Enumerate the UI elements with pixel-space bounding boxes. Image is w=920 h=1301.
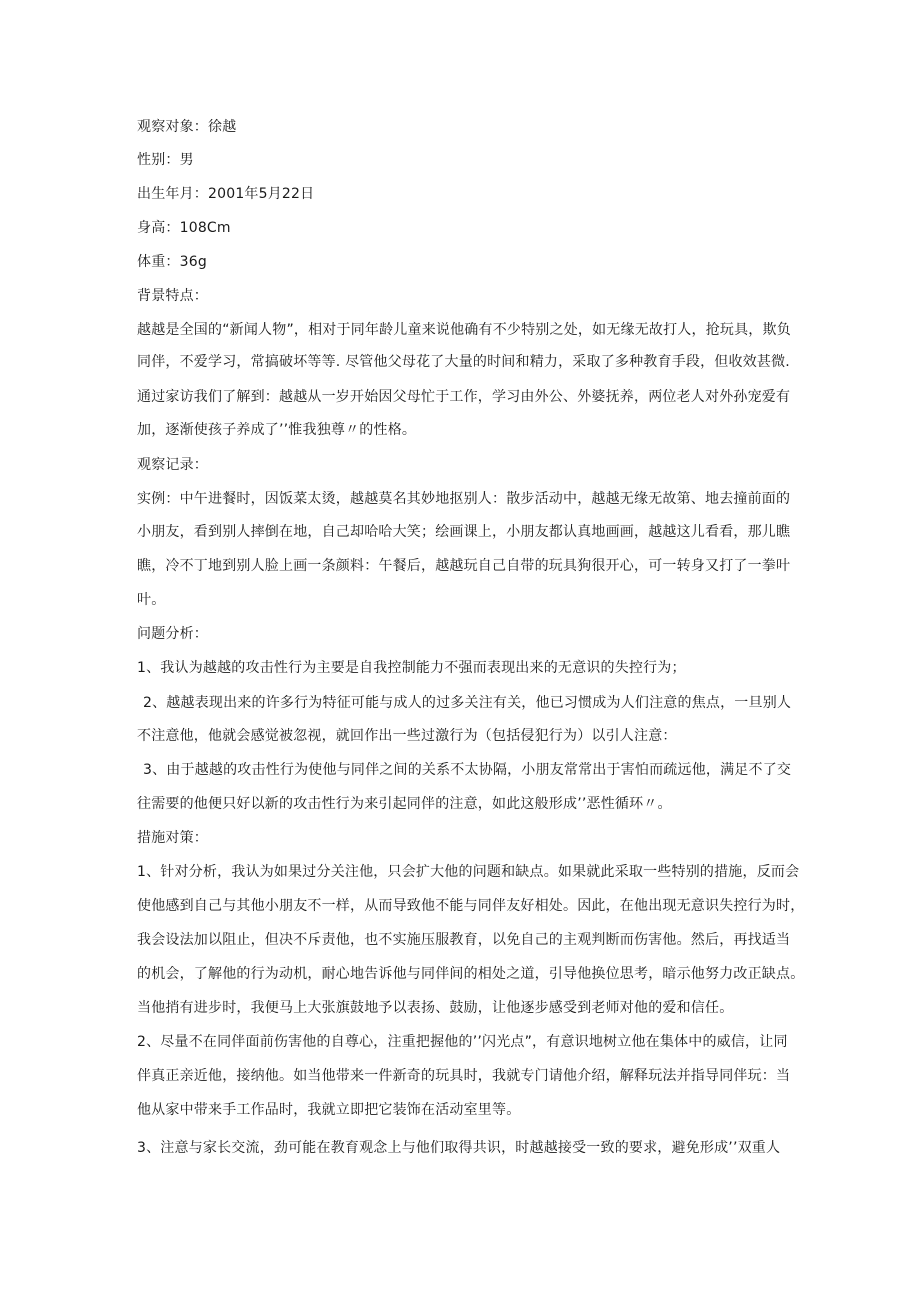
background-text-line: 同伴，不爱学习，常搞破坏等等. 尽管他父母花了大量的时间和精力，采取了多种教育手段，但收效甚微. <box>137 354 790 370</box>
observed-subject-line: 观察对象：徐越 <box>137 119 237 135</box>
measures-item-2: 2、尽量不在同伴面前伤害他的自尊心，注重把握他的’’闪光点”，有意识地树立他在集体中的威信，让同 <box>137 1034 788 1050</box>
observation-text-line: 瞧，冷不丁地到别人脸上画一条颜料：午餐后，越越玩自己自带的玩具狗很开心，可一转身又打了一拳叶 <box>137 558 791 574</box>
observation-text-line: 小朋友，看到别人摔倒在地，自己却哈哈大笑；绘画课上，小朋友都认真地画画，越越这儿看看，那儿瞧 <box>137 524 791 540</box>
background-heading: 背景特点： <box>137 288 208 304</box>
measures-item-3: 3、注意与家长交流，劲可能在教育观念上与他们取得共识，时越越接受一致的要求，避免形成’’双重人 <box>137 1140 781 1156</box>
birth-date-line: 出生年月：2001年5月22日 <box>137 186 315 202</box>
measures-item-2-cont: 伴真正亲近他，接纳他。如当他带来一件新奇的玩具时，我就专门请他介绍，解释玩法并指导同伴玩：当 <box>137 1068 791 1084</box>
analysis-item-3: 3、由于越越的攻击性行为使他与同伴之间的关系不太协隔，小朋友常常出于害怕而疏远他，满足不了交 <box>143 762 792 778</box>
measures-heading: 措施对策： <box>137 830 208 846</box>
measures-item-1-cont: 的机会，了解他的行为动机，耐心地告诉他与同伴间的相处之道，引导他换位思考，暗示他努力改正缺点。 <box>137 966 805 982</box>
analysis-item-3-cont: 往需要的他便只好以新的攻击性行为来引起同伴的注意，如此这般形成’’恶性循环〃。 <box>137 796 672 812</box>
measures-item-1: 1、针对分析，我认为如果过分关注他，只会扩大他的问题和缺点。如果就此采取一些特别的措施，反而会 <box>137 864 800 880</box>
weight-line: 体重：36g <box>137 254 207 270</box>
background-text-line: 越越是全国的“新闻人物”，相对于同年龄儿童来说他确有不少特别之处，如无缘无故打人，抢玩具，欺负 <box>137 322 791 338</box>
observation-text-line: 实例：中午进餐时，因饭菜太烫，越越莫名其妙地抠别人：散步活动中，越越无缘无故第、地去撞前面的 <box>137 491 791 507</box>
background-text-line: 加，逐渐使孩子养成了’’惟我独尊〃的性格。 <box>137 422 417 438</box>
height-line: 身高：108Cm <box>137 220 231 236</box>
analysis-item-2: 2、越越表现出来的许多行为特征可能与成人的过多关注有关，他已习惯成为人们注意的焦点，一旦别人 <box>143 695 792 711</box>
measures-item-1-cont: 我会设法加以阻止，但决不斥责他，也不实施压服教育，以免自己的主观判断而伤害他。然后，再找适当 <box>137 932 791 948</box>
analysis-heading: 问题分析： <box>137 626 208 642</box>
gender-line: 性别：男 <box>137 152 194 168</box>
analysis-item-1: 1、我认为越越的攻击性行为主要是自我控制能力不强而表现出来的无意识的失控行为； <box>137 660 686 676</box>
measures-item-2-cont: 他从家中带来手工作品时，我就立即把它装饰在活动室里等。 <box>137 1102 521 1118</box>
observation-heading: 观察记录： <box>137 457 208 473</box>
measures-item-1-cont: 使他感到自己与其他小朋友不一样，从而导致他不能与同伴友好相处。因此，在他出现无意识失控行为时， <box>137 898 805 914</box>
observation-text-line: 叶。 <box>137 592 166 608</box>
background-text-line: 通过家访我们了解到：越越从一岁开始因父母忙于工作，学习由外公、外婆抚养，两位老人对外孙宠爱有 <box>137 389 791 405</box>
analysis-item-2-cont: 不注意他，他就会感觉被忽视，就回作出一些过激行为（包括侵犯行为）以引人注意： <box>137 728 677 744</box>
measures-item-1-cont: 当他捎有进步时，我便马上大张旗鼓地予以表扬、鼓励，让他逐步感受到老师对他的爱和信任。 <box>137 1000 734 1016</box>
